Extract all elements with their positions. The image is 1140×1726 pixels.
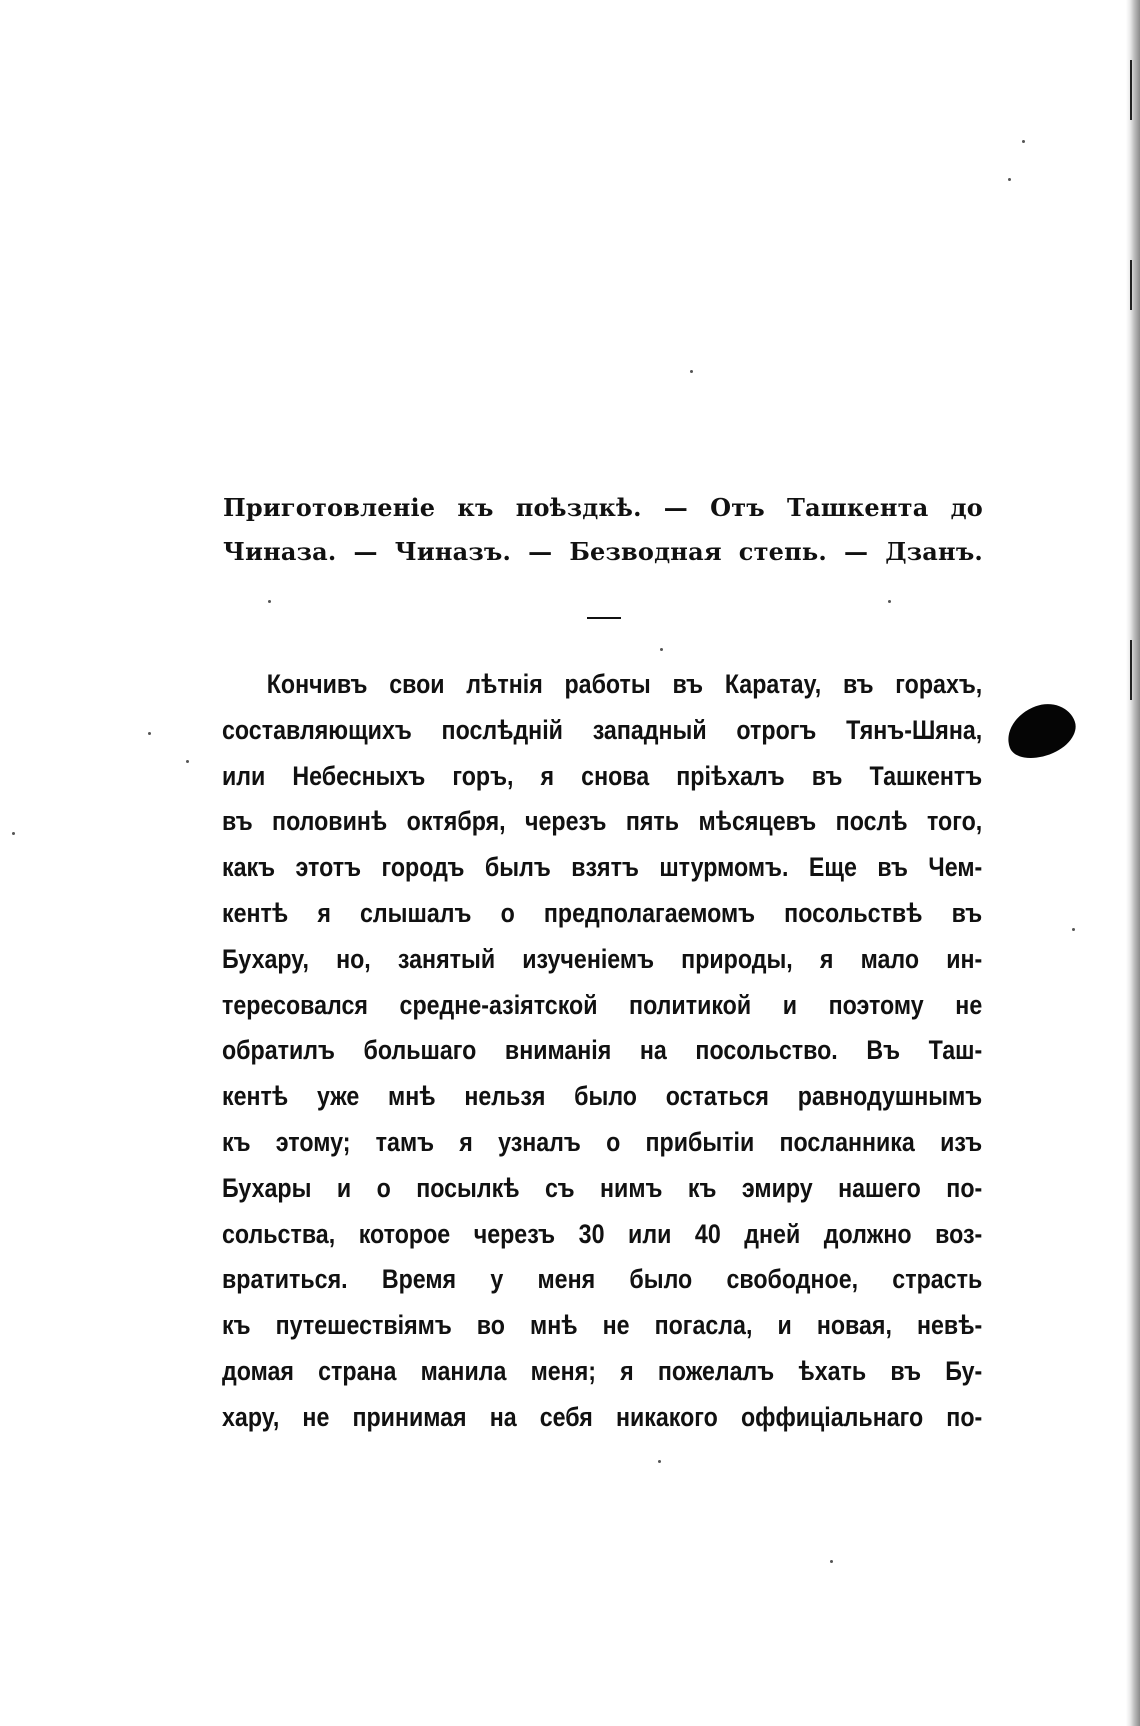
page-edge-mark <box>1130 260 1132 310</box>
page-edge-mark <box>1130 60 1132 120</box>
dust-speck <box>186 760 189 763</box>
ink-blot <box>1000 696 1083 767</box>
dust-speck <box>1072 928 1075 931</box>
body-paragraph <box>222 662 982 1441</box>
dust-speck <box>690 370 693 373</box>
dust-speck <box>658 1460 661 1463</box>
body-line: Бухары и о посылкѣ съ нимъ къ эмиру нашего по- <box>222 1172 983 1203</box>
body-line: тересовался средне-азіятской политикой и поэтому не <box>222 989 983 1020</box>
body-line: обратилъ большаго вниманія на посольство. Въ Таш- <box>222 1035 983 1066</box>
dust-speck <box>12 832 15 835</box>
body-line: или Небесныхъ горъ, я снова пріѣхалъ въ Ташкентъ <box>222 760 983 791</box>
body-line: къ этому; тамъ я узналъ о прибытіи посланника изъ <box>222 1126 983 1157</box>
body-line: хару, не принимая на себя никакого оффиціальнаго по- <box>222 1401 983 1432</box>
body-line: къ путешествіямъ во мнѣ не погасла, и новая, невѣ- <box>222 1310 983 1341</box>
dust-speck <box>888 600 891 603</box>
body-line: кентѣ я слышалъ о предполагаемомъ посольствѣ въ <box>222 897 983 928</box>
dust-speck <box>660 648 663 651</box>
heading-line: Приготовленіе къ поѣздкѣ. — Отъ Ташкента до <box>223 493 983 522</box>
dust-speck <box>1008 178 1011 181</box>
dust-speck <box>268 600 271 603</box>
page-edge-shadow <box>1126 0 1140 1726</box>
body-line: какъ этотъ городъ былъ взятъ штурмомъ. Еще въ Чем- <box>222 852 983 883</box>
body-line: составляющихъ послѣдній западный отрогъ Тянъ-Шяна, <box>222 714 983 745</box>
chapter-summary-heading <box>223 486 983 574</box>
body-line: въ половинѣ октября, черезъ пять мѣсяцевъ послѣ того, <box>222 806 983 837</box>
body-line: Кончивъ свои лѣтнія работы въ Каратау, въ горахъ, <box>266 669 983 699</box>
body-line: Бухару, но, занятый изученіемъ природы, я мало ин- <box>222 943 983 974</box>
body-line: кентѣ уже мнѣ нельзя было остаться равнодушнымъ <box>222 1081 983 1112</box>
body-line: вратиться. Время у меня было свободное, страсть <box>222 1264 983 1295</box>
body-line: сольства, которое черезъ 30 или 40 дней должно воз- <box>222 1218 983 1249</box>
heading-line: Чиназа. — Чиназъ. — Безводная степь. — Дзанъ. <box>223 537 983 566</box>
section-separator <box>587 617 621 619</box>
body-line: домая страна манила меня; я пожелалъ ѣхать въ Бу- <box>222 1355 983 1386</box>
dust-speck <box>830 1560 833 1563</box>
page-edge-mark <box>1130 640 1132 700</box>
dust-speck <box>1022 140 1025 143</box>
dust-speck <box>148 732 151 735</box>
